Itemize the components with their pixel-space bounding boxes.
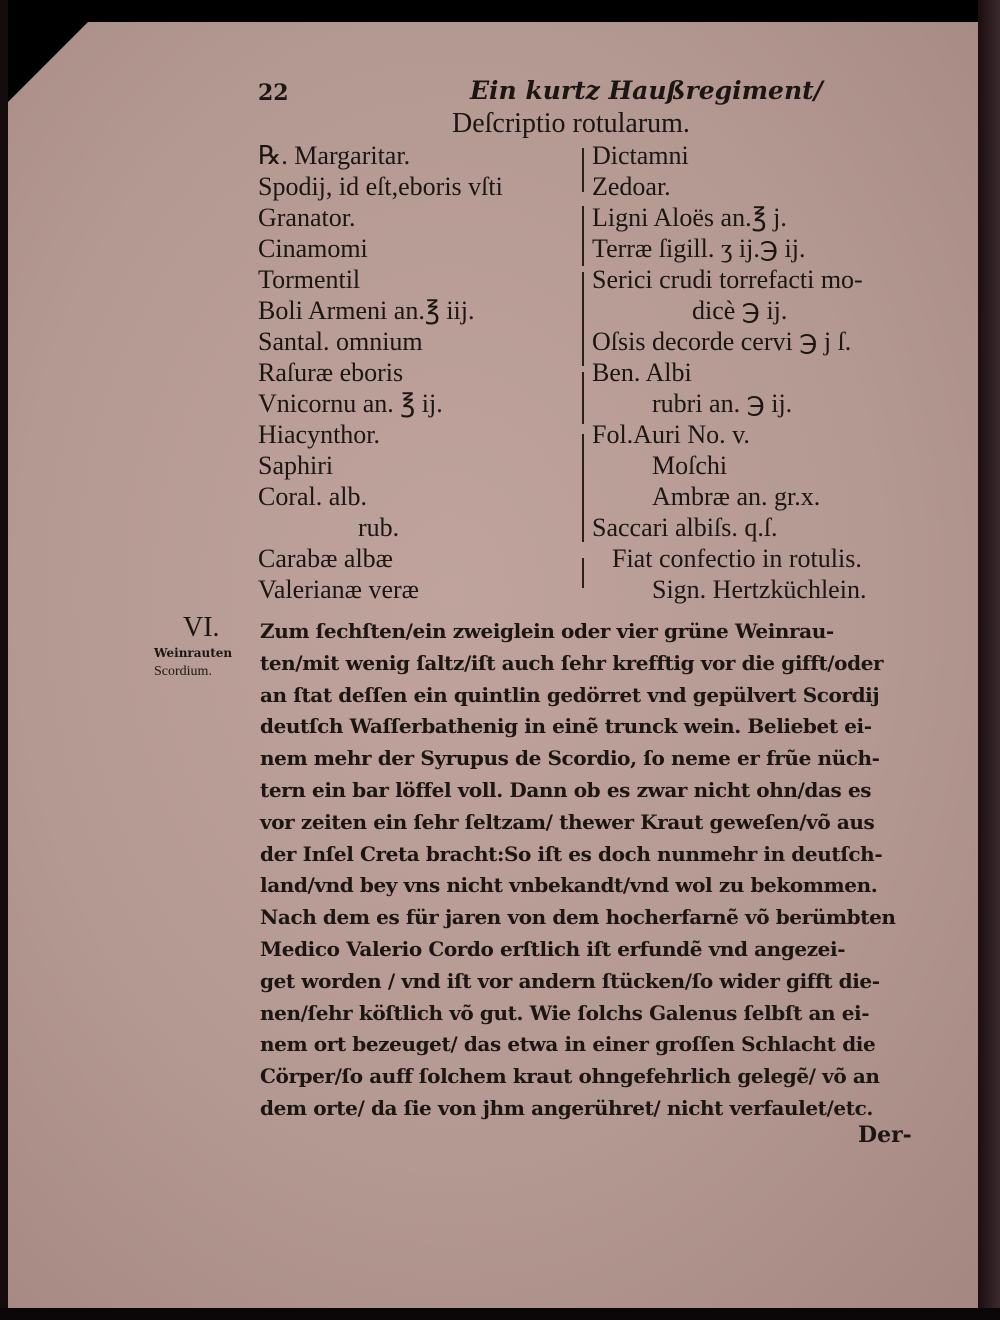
recipe-line: rubri an. ℈ ij. [652, 389, 793, 418]
bracket-line [582, 488, 584, 542]
recipe-line: Saphiri [258, 451, 334, 480]
recipe-line: Tormentil [258, 265, 361, 294]
body-line: tern ein bar löffel voll. Dann ob es zwar nicht ohn/das es [260, 777, 872, 802]
bracket-line [582, 558, 584, 588]
recipe-line: rub. [358, 513, 400, 542]
recipe-line: Saccari albiſs. q.ſ. [592, 513, 778, 542]
body-line: Nach dem es für jaren von dem hocherfarnẽ võ berümbten [260, 905, 896, 930]
margin-note-latin: Scordium. [154, 664, 212, 679]
recipe-line: Santal. omnium [258, 327, 423, 356]
body-line: nen/ſehr köſtlich võ gut. Wie ſolchs Galenus ſelbſt an ei- [260, 1000, 870, 1025]
recipe-right-column [592, 140, 866, 605]
recipe-line: Valerianæ veræ [258, 575, 420, 604]
body-line: dem orte/ da ſie von jhm angerühret/ nicht verfaulet/etc. [260, 1095, 873, 1120]
scan-border-bottom [0, 1308, 1000, 1320]
recipe-line: Dictamni [592, 141, 689, 170]
recipe-line: Terræ ſigill. ʒ ij.℈ ij. [592, 234, 806, 263]
bracket-line [582, 148, 584, 192]
body-line: land/vnd bey vns nicht vnbekandt/vnd wol zu bekommen. [260, 873, 878, 898]
body-line: nem mehr der Syrupus de Scordio, ſo neme er frũe nüch- [260, 746, 880, 771]
running-title: Ein kurtz Haußregiment/ [470, 76, 823, 105]
recipe-left-column [258, 140, 503, 605]
recipe-line: Zedoar. [592, 172, 671, 201]
body-line: an ſtat deſſen ein quintlin gedörret vnd gepülvert Scordij [260, 682, 880, 707]
recipe-line: Spodij, id eſt,eboris vſti [258, 172, 503, 201]
catchword: Der- [858, 1122, 912, 1148]
body-line: Medico Valerio Cordo erſtlich iſt erfundẽ vnd angezei- [260, 936, 846, 961]
recipe-line: Coral. alb. [258, 482, 368, 511]
recipe-line: ℞. Margaritar. [258, 141, 411, 170]
recipe-line: Ligni Aloës an.℥ j. [592, 203, 787, 232]
section-number: VI. [183, 612, 220, 643]
body-line: deutſch Waſſerbathenig in einẽ trunck wein. Beliebet ei- [260, 714, 872, 739]
bracket-line [582, 434, 584, 492]
recipe-line: Carabæ albæ [258, 544, 394, 573]
recipe-line: Serici crudi torrefacti mo- [592, 265, 863, 294]
body-paragraph [260, 616, 920, 1125]
recipe-line: Fiat confectio in rotulis. [612, 544, 862, 573]
recipe-line: Granator. [258, 203, 356, 232]
scan-border-right [978, 0, 1000, 1320]
recipe-line: Ambræ an. gr.x. [652, 482, 821, 511]
bracket-line [582, 206, 584, 266]
body-line: ten/mit wenig ſaltz/iſt auch ſehr krefftig vor die gifft/oder [260, 650, 884, 675]
recipe-line: Vnicornu an. ℥ ij. [258, 389, 443, 418]
scan-border-left [0, 0, 8, 1320]
body-line: get worden / vnd iſt vor andern ſtücken/ſo wider gifft die- [260, 968, 880, 993]
recipe-heading: Deſcriptio rotularum. [452, 108, 690, 139]
recipe-line: Oſsis decorde cervi ℈ j ſ. [592, 327, 852, 356]
page-number: 22 [258, 80, 289, 106]
bracket-line [582, 372, 584, 424]
body-line: vor zeiten ein ſehr ſeltzam/ thewer Kraut geweſen/võ aus [260, 809, 875, 834]
recipe-line: Boli Armeni an.℥ iij. [258, 296, 475, 325]
recipe-line: Cinamomi [258, 234, 368, 263]
body-line: Zum ſechſten/ein zweiglein oder vier grüne Weinrau- [260, 619, 834, 643]
margin-note-german: Weinrauten [154, 646, 233, 660]
recipe-line: Fol.Auri No. v. [592, 420, 750, 449]
recipe-line: Moſchi [652, 451, 728, 480]
recipe-line: Ben. Albi [592, 358, 692, 387]
recipe-line: Hiacynthor. [258, 420, 381, 449]
recipe-line: Raſuræ eboris [258, 358, 404, 387]
scan-border-top [0, 0, 1000, 22]
body-line: der Inſel Creta bracht:So iſt es doch nunmehr in deutſch- [260, 841, 883, 866]
recipe-line: dicè ℈ ij. [692, 296, 788, 325]
body-line: Cörper/ſo auff ſolchem kraut ohngefehrlich gelegẽ/ võ an [260, 1064, 880, 1089]
body-line: nem ort bezeuget/ das etwa in einer groſſen Schlacht die [260, 1032, 876, 1057]
recipe-line: Sign. Hertzküchlein. [652, 575, 867, 604]
bracket-line [582, 272, 584, 366]
